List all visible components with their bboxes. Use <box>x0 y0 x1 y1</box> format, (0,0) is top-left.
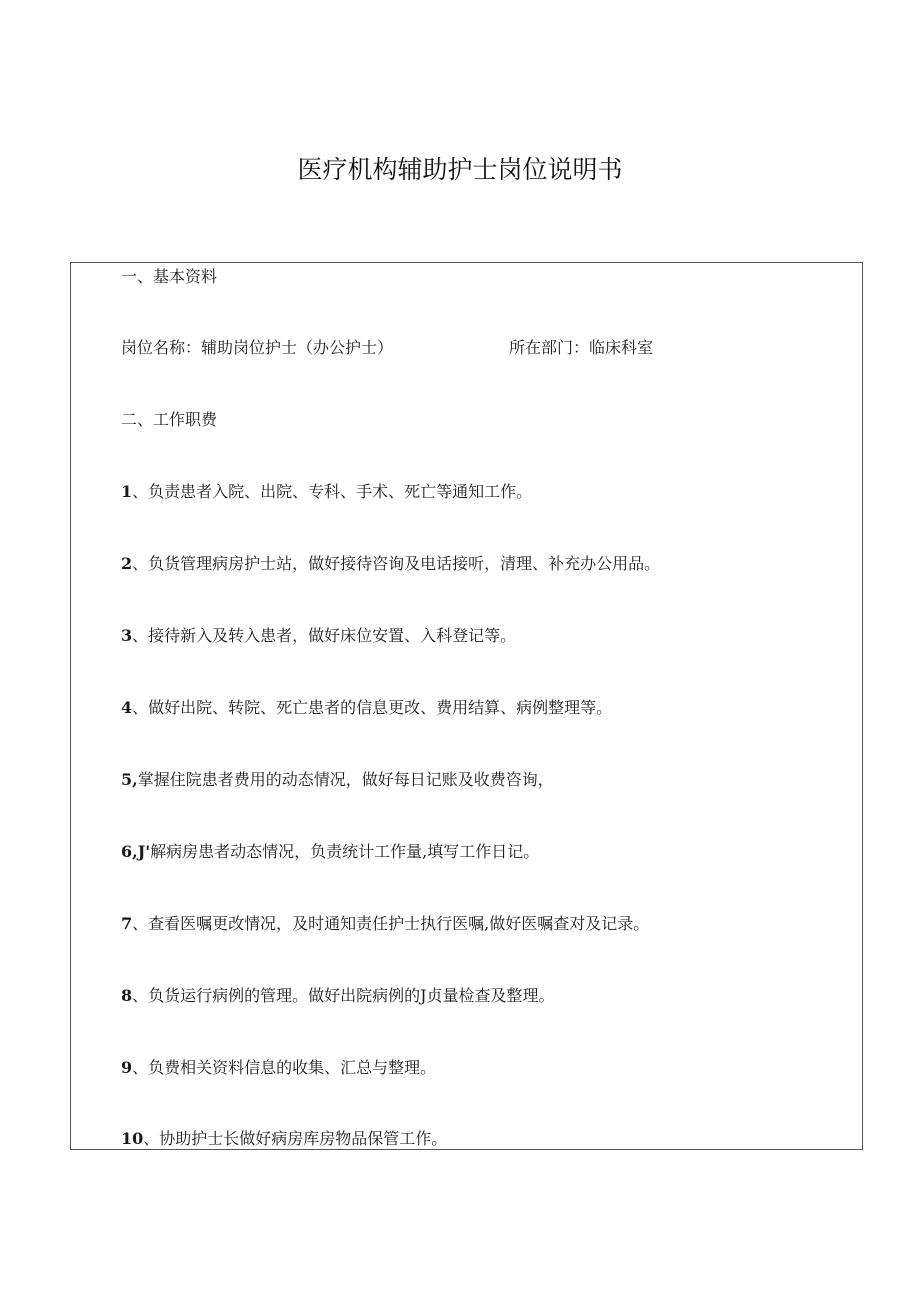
duty-text: 、接待新入及转入患者，做好床位安置、入科登记等。 <box>132 626 517 645</box>
duty-item <box>121 841 539 863</box>
section1-heading: 一、基本资料 <box>121 267 218 286</box>
department-label: 所在部门： <box>509 338 590 357</box>
duty-number: 2 <box>121 554 133 573</box>
duty-item <box>121 1128 447 1150</box>
department-value: 临床科室 <box>589 338 654 357</box>
duty-item <box>121 625 516 647</box>
duty-number: 1 <box>121 482 133 501</box>
duty-item <box>121 913 649 935</box>
document-title: 医疗机构辅助护士岗位说明书 <box>297 155 623 184</box>
duty-item <box>121 481 532 503</box>
duty-item <box>121 985 555 1007</box>
duty-text: 、协助护士长做好病房库房物品保管工作。 <box>143 1129 448 1148</box>
duty-number: 10 <box>121 1129 144 1148</box>
position-field <box>121 337 393 359</box>
department-field <box>509 337 653 359</box>
duty-number: 6,J' <box>121 842 151 861</box>
duty-text: 、负费相关资料信息的收集、汇总与整理。 <box>132 1058 437 1077</box>
duty-text: 解病房患者动态情况，负责统计工作量,填写工作日记。 <box>150 842 540 861</box>
duty-number: 9 <box>121 1058 133 1077</box>
duty-text: 、负货管理病房护士站，做好接待咨询及电话接听，清理、补充办公用品。 <box>132 554 661 573</box>
section2-heading: 二、工作职费 <box>121 410 218 429</box>
duty-item <box>121 769 554 791</box>
position-label: 岗位名称： <box>121 338 202 357</box>
duty-item <box>121 553 660 575</box>
duty-text: 、负责患者入院、出院、专科、手术、死亡等通知工作。 <box>132 482 533 501</box>
content-box <box>70 262 863 1150</box>
duty-text: 掌握住院患者费用的动态情况，做好每日记账及收费咨询， <box>137 770 554 789</box>
position-value: 辅助岗位护士（办公护士） <box>201 338 394 357</box>
duty-item <box>121 697 612 719</box>
duty-text: 、查看医嘱更改情况，及时通知责任护士执行医嘱,做好医嘱查对及记录。 <box>132 914 650 933</box>
duty-item <box>121 1057 436 1079</box>
duty-text: 、负货运行病例的管理。做好出院病例的J贞量检查及整理。 <box>132 986 555 1005</box>
duty-number: 5, <box>121 770 138 789</box>
duty-number: 8 <box>121 986 133 1005</box>
duty-number: 4 <box>121 698 133 717</box>
duty-text: 、做好出院、转院、死亡患者的信息更改、费用结算、病例整理等。 <box>132 698 613 717</box>
duty-number: 7 <box>121 914 133 933</box>
duty-number: 3 <box>121 626 133 645</box>
